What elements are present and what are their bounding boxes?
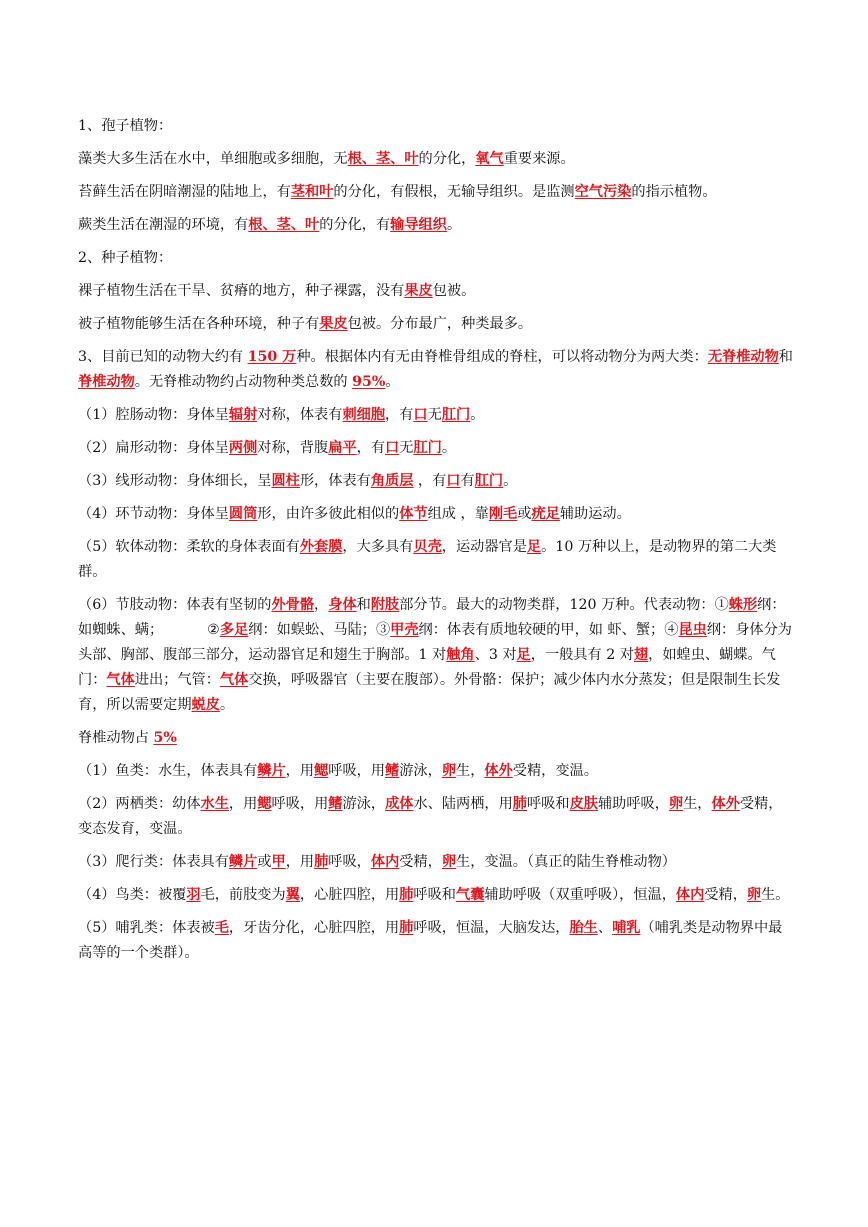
text-run: ，用 [285,854,315,870]
text-run: 呼吸和 [526,796,570,812]
text-run: 或 [257,854,272,870]
text-run: ，运动器官是 [441,539,527,555]
paragraph [78,147,794,172]
text-run: 蕨类生活在潮湿的环境，有 [78,217,249,233]
answer-keyword: 肛门 [474,473,504,489]
answer-keyword: 圆筒 [228,506,258,522]
paragraph [78,246,794,271]
answer-keyword: 蜕皮 [191,697,220,713]
answer-keyword: 辐射 [228,407,258,423]
text-run: 1、孢子植物： [78,118,173,134]
paragraph [78,114,794,139]
answer-keyword: 肛门 [441,407,471,423]
text-run: 受精，变态发育，变温。 [78,796,783,837]
text-run: 、 [597,920,613,936]
text-run: （2）扁形动物：身体呈 [78,440,229,456]
text-run: 。 [219,697,235,713]
answer-keyword: 扁平 [328,440,357,456]
answer-keyword: 卵 [441,854,457,870]
text-run: 。 [470,407,485,423]
answer-keyword: 两侧 [228,440,258,456]
paragraph [78,345,794,395]
text-run: 交换，呼吸器官（主要在腹部）。外骨骼：保护；减少体内水分蒸发；但是限制生长发育，所以需要定期 [78,672,781,713]
answer-keyword: 蛛形 [728,597,758,613]
answer-keyword: 圆柱 [271,473,300,489]
answer-keyword: 根、茎、叶 [347,151,419,167]
answer-keyword: 肺 [399,920,414,936]
answer-keyword: 脊椎动物 [78,374,135,390]
text-run: ， [314,597,329,613]
paragraph [78,916,794,966]
answer-keyword: 95% [352,374,386,390]
answer-keyword: 5% [153,730,177,746]
text-run: （3）爬行类：体表具有 [78,854,229,870]
answer-keyword: 肛门 [413,440,442,456]
answer-keyword: 无脊椎动物 [707,349,779,365]
text-run: 呼吸，恒温，大脑发达， [413,920,570,936]
text-run: 生， [683,796,712,812]
text-run: （哺乳类是动物界中最高等的一个类群）。 [78,920,783,961]
answer-keyword: 触角 [446,647,475,663]
paragraph [78,726,794,751]
text-run: 呼吸，用 [271,796,329,812]
text-run: ，用 [228,796,258,812]
answer-keyword: 鳞片 [228,854,258,870]
text-run: 毛，前肢变为 [200,887,286,903]
text-run: （3）线形动物：身体细长，呈 [78,473,272,489]
paragraph [78,792,794,842]
answer-keyword: 气囊 [456,887,485,903]
text-run: ，如蝗虫、蝴蝶。气门： [78,647,776,688]
text-run: ，有 [413,473,447,489]
text-run: 辅助呼吸， [597,796,669,812]
text-run: 形，由许多彼此相似的 [257,506,400,522]
text-run: 对称，背腹 [257,440,329,456]
answer-keyword: 果皮 [404,283,433,299]
text-run: 和 [356,597,371,613]
answer-keyword: 口 [413,407,428,423]
text-run: 的指示植物。 [631,184,717,200]
text-run: 、3 对 [474,647,517,663]
text-run: 重要来源。 [503,151,575,167]
answer-keyword: 昆虫 [678,622,707,638]
answer-keyword: 气体 [219,672,249,688]
answer-keyword: 疣足 [531,506,560,522]
text-run: 受精， [399,854,442,870]
text-run: ② [207,622,220,638]
text-run: 有 [460,473,475,489]
text-run: 。无脊椎动物约占动物种类总数的 [134,374,353,390]
text-run: ，牙齿分化，心脏四腔，用 [228,920,400,936]
answer-keyword: 身体 [328,597,357,613]
answer-keyword: 鳃 [257,796,272,812]
text-run: ，一般具有 2 对 [530,647,634,663]
answer-keyword: 甲 [271,854,286,870]
text-run: 。 [385,374,400,390]
text-run: 纲：如蜘蛛、螨； [78,597,786,638]
paragraph [78,502,794,527]
answer-keyword: 肺 [399,887,414,903]
text-run: ，有 [356,440,386,456]
answer-keyword: 体外 [711,796,740,812]
answer-keyword: 鳞片 [257,763,286,779]
answer-keyword: 附肢 [370,597,400,613]
answer-keyword: 口 [385,440,400,456]
document-body [78,114,794,974]
text-run: 藻类大多生活在水中，单细胞或多细胞，无 [78,151,348,167]
paragraph [78,180,794,205]
answer-keyword: 外套膜 [299,539,343,555]
text-run: （5）哺乳类：体表被 [78,920,215,936]
answer-keyword: 外骨骼 [271,597,315,613]
answer-keyword: 甲壳 [390,622,419,638]
answer-keyword: 口 [446,473,461,489]
text-run: 包被。 [432,283,476,299]
text-run: ，大多具有 [342,539,414,555]
text-run: 或 [517,506,532,522]
text-run: 。 [441,440,457,456]
text-run: 游泳， [342,796,386,812]
paragraph [78,436,794,461]
answer-keyword: 皮肤 [569,796,598,812]
answer-keyword: 体内 [370,854,400,870]
text-run: 包被。分布最广，种类最多。 [347,316,533,332]
text-run: 组成 ，靠 [427,506,489,522]
text-run: （4）环节动物：身体呈 [78,506,229,522]
paragraph [78,850,794,875]
text-run: ，心脏四腔，用 [299,887,400,903]
answer-keyword: 空气污染 [574,184,632,200]
answer-keyword: 150 万 [247,349,297,365]
answer-keyword: 胎生 [569,920,598,936]
text-run: 纲：如蜈蚣、马陆；③ [248,622,391,638]
text-run: 纲：身体分为头部、胸部、腹部三部分，运动器官足和翅生于胸部。1 对 [78,622,792,663]
paragraph [78,593,794,718]
answer-keyword: 哺乳 [612,920,641,936]
answer-keyword: 卵 [668,796,684,812]
answer-keyword: 足 [526,539,542,555]
text-run: 纲：体表有质地较硬的甲，如 虾、蟹；④ [418,622,679,638]
answer-keyword: 肺 [512,796,527,812]
answer-keyword: 鳃 [314,763,329,779]
text-run: 无 [399,440,414,456]
answer-keyword: 鳍 [328,796,343,812]
text-run: 生， [456,763,485,779]
text-run: 部分节。最大的动物类群，120 万种。代表动物：① [399,597,729,613]
text-run: 的分化， [418,151,476,167]
text-run: 3、目前已知的动物大约有 [78,349,248,365]
answer-keyword: 肺 [314,854,329,870]
answer-keyword: 水生 [200,796,229,812]
paragraph [78,759,794,784]
answer-keyword: 羽 [186,887,201,903]
answer-keyword: 翼 [285,887,300,903]
text-run: 无 [427,407,442,423]
text-run: 裸子植物生活在干旱、贫瘠的地方，种子裸露，没有 [78,283,405,299]
text-run: （1）鱼类：水生，体表具有 [78,763,258,779]
paragraph [78,312,794,337]
text-run: （5）软体动物：柔软的身体表面有 [78,539,300,555]
answer-keyword: 翅 [633,647,649,663]
answer-keyword: 体外 [484,763,513,779]
text-run: 的分化，有假根，无输导组织。是监测 [333,184,575,200]
text-run: （6）节肢动物：体表有坚韧的 [78,597,272,613]
text-run: 呼吸，用 [328,763,386,779]
answer-keyword: 卵 [441,763,457,779]
text-run: 对称，体表有 [257,407,343,423]
text-run: 苔藓生活在阴暗潮湿的陆地上，有 [78,184,291,200]
text-run: ，有 [385,407,414,423]
answer-keyword: 卵 [746,887,762,903]
paragraph [78,883,794,908]
text-run: 生。 [761,887,790,903]
text-run: 形，体表有 [299,473,371,489]
paragraph [78,213,794,238]
answer-keyword: 果皮 [319,316,348,332]
text-run: 辅助呼吸（双重呼吸），恒温， [484,887,676,903]
answer-keyword: 毛 [214,920,229,936]
text-run: 被子植物能够生活在各种环境，种子有 [78,316,320,332]
answer-keyword: 鳍 [385,763,400,779]
text-run: 受精， [704,887,747,903]
text-run: 脊椎动物占 [78,730,154,746]
text-run: 。10 万种以上，是动物界的第二大类群。 [78,539,777,580]
answer-keyword: 输导组织 [390,217,447,233]
paragraph [78,403,794,428]
text-run: 和 [778,349,793,365]
text-run: 。 [446,217,462,233]
paragraph [78,469,794,494]
answer-keyword: 刺细胞 [342,407,386,423]
text-run: 。 [503,473,518,489]
answer-keyword: 多足 [219,622,249,638]
answer-keyword: 体节 [399,506,428,522]
text-run: （4）鸟类：被覆 [78,887,187,903]
answer-keyword: 角质层 [370,473,414,489]
text-run: 的分化，有 [319,217,391,233]
answer-keyword: 足 [516,647,531,663]
text-run: 呼吸， [328,854,371,870]
text-run: 进出；气管： [134,672,220,688]
answer-keyword: 氧气 [475,151,504,167]
answer-keyword: 体内 [675,887,705,903]
text-run: 生，变温。（真正的陆生脊椎动物） [456,854,676,870]
answer-keyword: 根、茎、叶 [248,217,320,233]
answer-keyword: 刚毛 [488,506,518,522]
answer-keyword: 气体 [106,672,135,688]
text-run: （2）两栖类：幼体 [78,796,201,812]
text-run: 受精，变温。 [512,763,598,779]
answer-keyword: 茎和叶 [290,184,334,200]
text-run: 辅助运动。 [559,506,631,522]
paragraph [78,279,794,304]
text-run: 游泳， [399,763,442,779]
text-run: ，用 [285,763,315,779]
text-run: （1）腔肠动物：身体呈 [78,407,229,423]
text-run: 呼吸和 [413,887,456,903]
answer-keyword: 成体 [385,796,414,812]
text-run: 水、陆两栖，用 [413,796,513,812]
text-run: 种。根据体内有无由脊椎骨组成的脊柱，可以将动物分为两大类： [296,349,708,365]
paragraph [78,535,794,585]
answer-keyword: 贝壳 [413,539,442,555]
text-run: 2、种子植物： [78,250,173,266]
